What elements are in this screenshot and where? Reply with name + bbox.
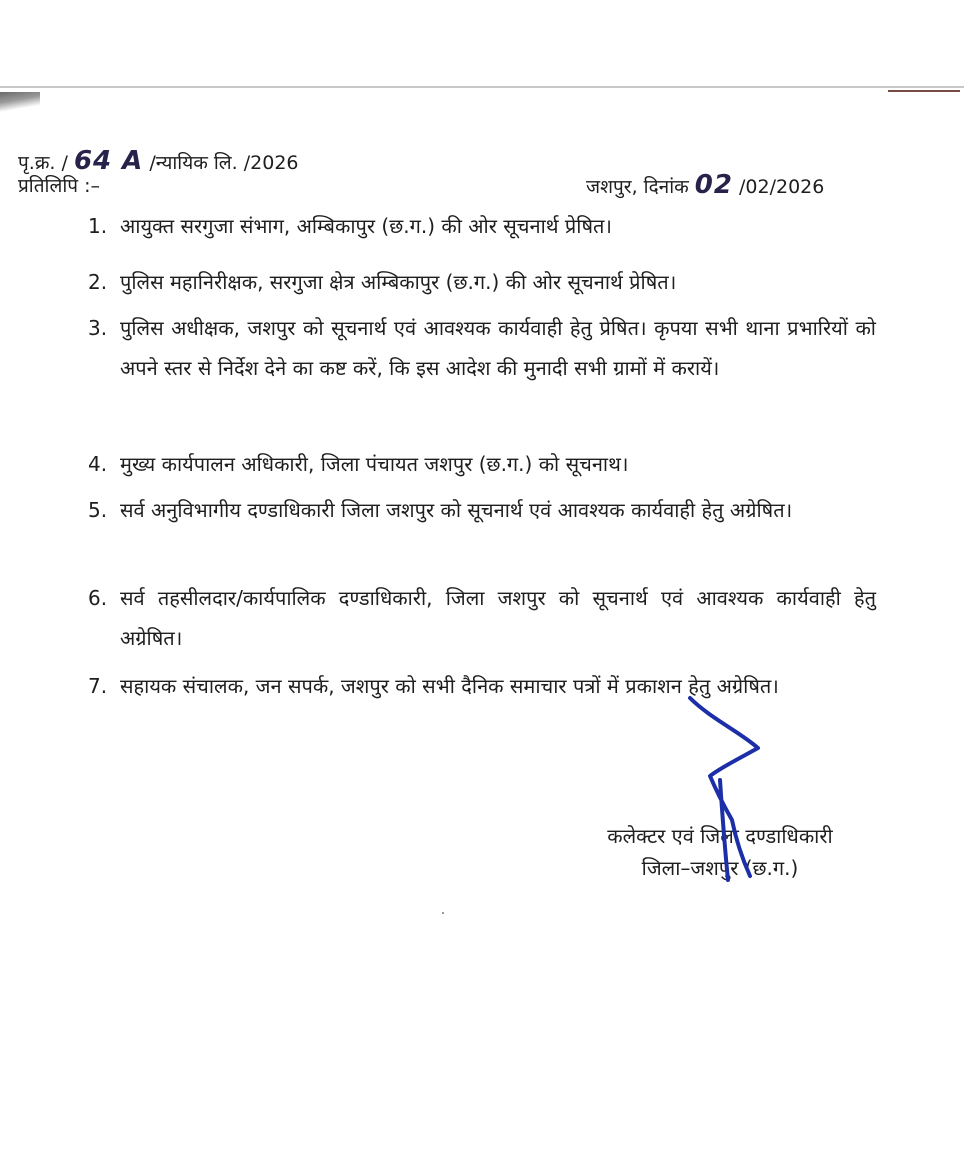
- list-item-text: सर्व अनुविभागीय दण्डाधिकारी जिला जशपुर को सूचनार्थ एवं आवश्यक कार्यवाही हेतु अग्रेषित।: [120, 498, 793, 522]
- list-item-number: 4.: [88, 452, 108, 476]
- speck: [442, 912, 444, 914]
- date-line: [586, 170, 824, 200]
- page-corner-shadow: [0, 92, 40, 112]
- ref-prefix: पृ.क्र. /: [18, 152, 74, 174]
- handwritten-signature: [680, 680, 800, 890]
- ref-number-handwritten: 64 A: [73, 146, 144, 176]
- list-item-text: आयुक्त सरगुजा संभाग, अम्बिकापुर (छ.ग.) की ओर सूचनार्थ प्रेषित।: [120, 214, 612, 238]
- date-suffix: /02/2026: [732, 176, 825, 198]
- list-item-text: सर्व तहसीलदार/कार्यपालिक दण्डाधिकारी, जिला जशपुर को सूचनार्थ एवं आवश्यक कार्यवाही हेतु अग्रेषित।: [120, 586, 876, 650]
- list-item-text: पुलिस अधीक्षक, जशपुर को सूचनार्थ एवं आवश्यक कार्यवाही हेतु प्रेषित। कृपया सभी थाना प्रभारियों को अपने स्तर से निर्देश देने का कष्ट करें, कि इस आदेश की मुनादी सभी ग्रामों में करायें।: [120, 316, 876, 380]
- date-day-handwritten: 02: [694, 170, 733, 200]
- list-item-text: मुख्य कार्यपालन अधिकारी, जिला पंचायत जशपुर (छ.ग.) को सूचनाथ।: [120, 452, 629, 476]
- signatory-title: कलेक्टर एवं जिला दण्डाधिकारी: [607, 824, 833, 848]
- signatory-place: जिला–जशपुर (छ.ग.): [641, 856, 799, 880]
- list-item-number: 2.: [88, 270, 108, 294]
- list-item-number: 3.: [88, 316, 108, 340]
- ref-suffix: /न्यायिक लि. /2026: [143, 152, 299, 174]
- list-item-number: 5.: [88, 498, 108, 522]
- page-top-edge: [0, 86, 964, 88]
- list-item-number: 6.: [88, 586, 108, 610]
- list-item-text: पुलिस महानिरीक्षक, सरगुजा क्षेत्र अम्बिकापुर (छ.ग.) की ओर सूचनार्थ प्रेषित।: [120, 270, 677, 294]
- list-item-text: सहायक संचालक, जन सपर्क, जशपुर को सभी दैनिक समाचार पत्रों में प्रकाशन हेतु अग्रेषित।: [120, 674, 779, 698]
- list-item-number: 7.: [88, 674, 108, 698]
- list-item-number: 1.: [88, 214, 108, 238]
- date-prefix: जशपुर, दिनांक: [586, 176, 695, 198]
- copy-label: प्रतिलिपि :–: [18, 175, 101, 197]
- page-edge-mark: [888, 90, 960, 92]
